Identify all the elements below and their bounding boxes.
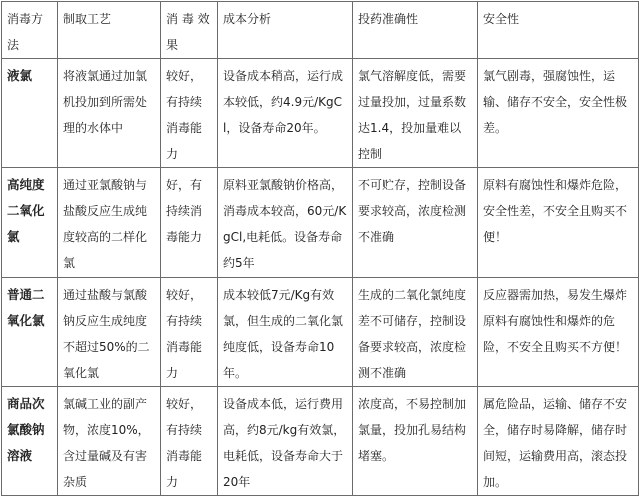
effect-cell: 好，有持续消毒能力: [161, 168, 218, 278]
accuracy-cell: 浓度高，不易控制加氯量，投加孔易结构堵塞。: [353, 387, 478, 496]
safety-cell: 氯气剧毒，强腐蚀性，运输、储存不安全，安全性极差。: [478, 59, 639, 168]
header-cost: 成本分析: [218, 2, 353, 59]
method-cell: 普通二氧化氯: [2, 278, 58, 387]
process-cell: 通过盐酸与氯酸钠反应生成纯度不超过50%的二氧化氯: [58, 278, 161, 387]
safety-cell: 原料有腐蚀性和爆炸危险，安全性差，不安全且购买不便！: [478, 168, 639, 278]
process-cell: 氯碱工业的副产物，浓度10%，含过量碱及有害杂质: [58, 387, 161, 496]
cost-cell: 原料亚氯酸钠价格高，消毒成本较高，60元/KgCl,电耗低。设备寿命约5年: [218, 168, 353, 278]
cost-cell: 设备成本稍高，运行成本较低，约4.9元/KgCl，设备寿命20年。: [218, 59, 353, 168]
method-cell: 商品次氯酸钠溶液: [2, 387, 58, 496]
method-cell: 液氯: [2, 59, 58, 168]
accuracy-cell: 氯气溶解度低，需要过量投加，过量系数达1.4，投加量难以控制: [353, 59, 478, 168]
accuracy-cell: 生成的二氧化氯纯度差不可储存，控制设备要求较高，浓度检测不准确: [353, 278, 478, 387]
safety-cell: 反应器需加热，易发生爆炸原料有腐蚀性和爆炸的危险，不安全且购买不方便！: [478, 278, 639, 387]
process-cell: 通过亚氯酸钠与盐酸反应生成纯度较高的二样化氯: [58, 168, 161, 278]
effect-cell: 较好，有持续消毒能力: [161, 278, 218, 387]
disinfection-comparison-table: [1, 1, 639, 496]
table-row: [2, 387, 639, 496]
table-row: [2, 168, 639, 278]
effect-cell: 较好，有持续消毒能力: [161, 387, 218, 496]
header-accuracy: 投药准确性: [353, 2, 478, 59]
effect-cell: 较好，有持续消毒能力: [161, 59, 218, 168]
method-cell: 高纯度二氧化氯: [2, 168, 58, 278]
table-row: [2, 278, 639, 387]
safety-cell: 属危险品，运输、储存不安全，储存时易降解，储存时间短，运输费用高，滚态投加。: [478, 387, 639, 496]
header-method: 消毒方法: [2, 2, 58, 59]
accuracy-cell: 不可贮存，控制设备要求较高，浓度检测不准确: [353, 168, 478, 278]
header-process: 制取工艺: [58, 2, 161, 59]
cost-cell: 设备成本低，运行费用高，约8元/kg有效氯，电耗低，设备寿命大于20年: [218, 387, 353, 496]
process-cell: 将液氯通过加氯机投加到所需处理的水体中: [58, 59, 161, 168]
header-safety: 安全性: [478, 2, 639, 59]
table-header-row: [2, 2, 639, 59]
table-row: [2, 59, 639, 168]
cost-cell: 成本较低7元/Kg有效氯，但生成的二氧化氯纯度低，设备寿命10年。: [218, 278, 353, 387]
header-effect: 消 毒 效 果: [161, 2, 218, 59]
